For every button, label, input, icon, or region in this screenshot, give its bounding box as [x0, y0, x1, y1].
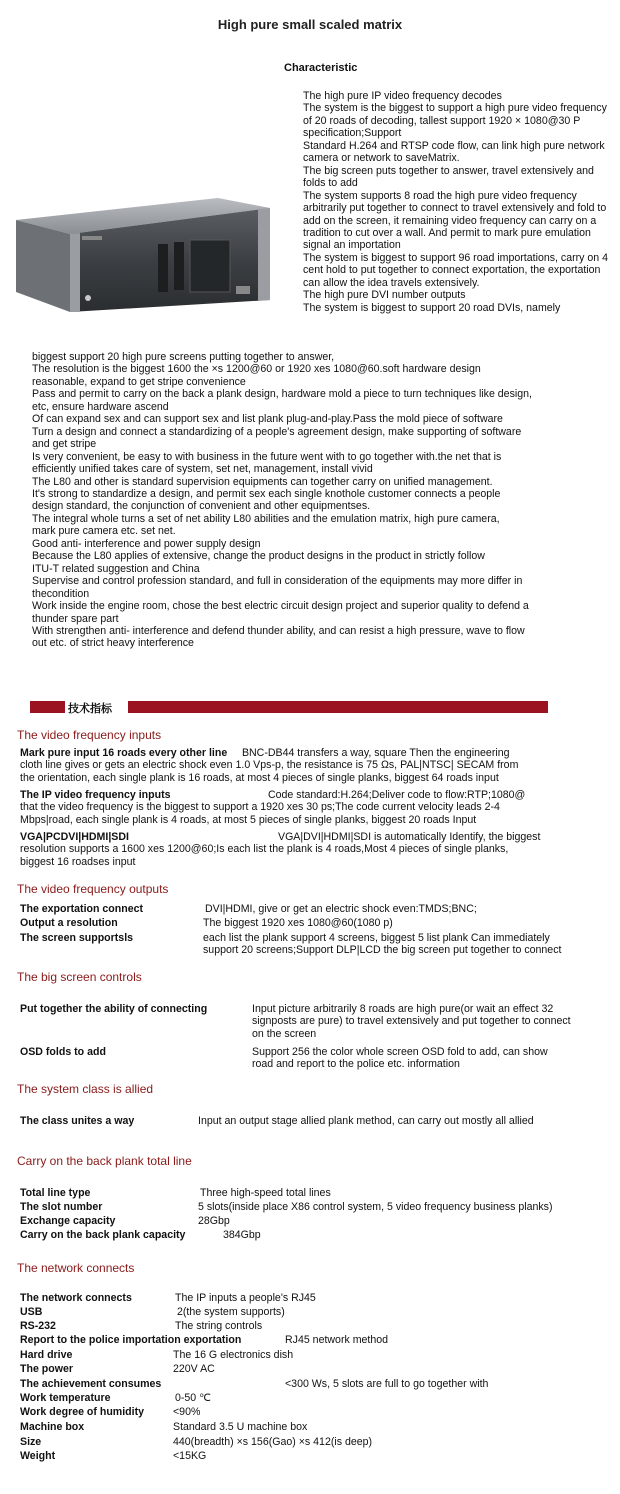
network-val-11: <15KG [173, 1450, 207, 1462]
network-val-3: RJ45 network method [285, 1334, 389, 1346]
network-val-6: <300 Ws, 5 slots are full to go together with [285, 1378, 489, 1390]
video-outputs-heading: The video frequency outputs [17, 882, 169, 896]
back-plank-key-0: Total line type [20, 1187, 91, 1199]
video-inputs-p2-key: The IP video frequency inputs [20, 789, 171, 801]
network-val-4: The 16 G electronics dish [173, 1349, 294, 1361]
network-val-0: The IP inputs a people's RJ45 [175, 1292, 316, 1304]
video-inputs-p1 [20, 747, 600, 784]
network-key-3: Report to the police importation exportation [20, 1334, 242, 1346]
big-screen-val-1: Support 256 the color whole screen OSD fold to add, can show road and report to the police etc. information [252, 1046, 548, 1071]
video-outputs-key-1: Output a resolution [20, 917, 118, 929]
characteristic-intro [303, 90, 617, 314]
network-val-10: 440(breadth) ×s 156(Gao) ×s 412(is deep) [173, 1436, 373, 1448]
network-val-1: 2(the system supports) [177, 1306, 285, 1318]
back-plank-heading: Carry on the back plank total line [17, 1154, 192, 1168]
network-key-7: Work temperature [20, 1392, 111, 1404]
network-key-5: The power [20, 1363, 73, 1375]
spec-bar-left [30, 701, 65, 713]
characteristic-heading: Characteristic [284, 62, 358, 74]
body-text: biggest support 20 high pure screens putting together to answer, The resolution is the biggest 1600 the ×s 1200@60 or 1920 xes 1080@60.soft hardware design reasonable, expand to get stripe convenience Pass and permit to carry on the back a plank design, hardware mold a piece to turn techniques like design, etc, ensure hardware ascend Of can expand sex and can support sex and list plank plug-and-play.Pass the mold piece of software Turn a design and connect a standardizing of a people's agreement design, make supporting of software and get stripe Is very convenient, be easy to with business in the future went with to go together with.the net that is efficiently unified takes care of system, set net, management, install vivid The L80 and other is standard supervision equipments can together carry on unified management. It's strong to standardize a design, and permit sex each single knothole customer connects a people design standard, the conjunction of convenient and other equipmentses. The integral whole turns a set of net ability L80 abilities and the emulation matrix, high pure camera, mark pure camera etc. set net. Good anti- interference and power supply design Because the L80 applies of extensive, change the product designs in the product in strictly follow ITU-T related suggestion and China Supervise and control profession standard, and full in consideration of the equipments may more differ in thecondition Work inside the engine room, chose the best electric circuit design project and superior quality to defend a thunder spare part With strengthen anti- interference and defend thunder ability, and can resist a high pressure, wave to flow out etc. of strict heavy interference [32, 351, 532, 650]
network-key-6: The achievement consumes [20, 1378, 162, 1390]
network-key-9: Machine box [20, 1421, 85, 1433]
network-key-10: Size [20, 1436, 42, 1448]
video-inputs-p3-rest: resolution supports a 1600 xes 1200@60;Is each list the plank is 4 roads,Most 4 pieces of single planks, biggest 16 roadses input [20, 843, 509, 868]
network-key-8: Work degree of humidity [20, 1406, 145, 1418]
page-title: High pure small scaled matrix [217, 17, 403, 32]
network-val-9: Standard 3.5 U machine box [173, 1421, 308, 1433]
system-class-heading: The system class is allied [17, 1082, 154, 1096]
network-key-0: The network connects [20, 1292, 132, 1304]
video-inputs-p1-key: Mark pure input 16 roads every other line [20, 747, 228, 759]
intro-text: The high pure IP video frequency decodes The system is the biggest to support a high pure video frequency of 20 roads of decoding, tallest support 1920 × 1080@30 P specification;Support Standard H.264 and RTSP code flow, can link high pure network camera or network to saveMatrix. The big screen puts together to answer, travel extensively and folds to add The system supports 8 road the high pure video frequency arbitrarily put together to connect to travel extensively and fold to add on the screen, it remaining video frequency can carry on a tradition to cut over a wall. And permit to mark pure emulation signal an importation The system is biggest to support 96 road importations, carry on 4 cent hold to put together to connect exportation, the exportation can allow the idea travels extensively. The high pure DVI number outputs The system is biggest to support 20 road DVIs, namely [303, 90, 609, 314]
big-screen-key-1: OSD folds to add [20, 1046, 106, 1058]
network-key-1: USB [20, 1306, 43, 1318]
network-val-8: <90% [173, 1406, 201, 1418]
spec-bar [30, 700, 550, 714]
video-outputs-val-1: The biggest 1920 xes 1080@60(1080 p) [203, 917, 393, 929]
network-key-4: Hard drive [20, 1349, 73, 1361]
system-class-val-0: Input an output stage allied plank method, can carry out mostly all allied [198, 1115, 534, 1127]
video-inputs-p1-rest: cloth line gives or gets an electric shock even 1.0 Vps-p, the resistance is 75 Ωs, PAL|NTSC| SECAM from the orientation, each single plank is 16 roads, at most 4 pieces of single planks, biggest 64 roads input [20, 759, 519, 784]
video-inputs-p3-key: VGA|PCDVI|HDMI|SDI [20, 831, 129, 843]
video-inputs-p1-text: BNC-DB44 transfers a way, square Then the engineering [241, 747, 510, 759]
spec-bar-right [128, 701, 548, 713]
back-plank-key-2: Exchange capacity [20, 1215, 116, 1227]
back-plank-key-1: The slot number [20, 1201, 103, 1213]
video-inputs-p2 [20, 789, 600, 826]
system-class-key-0: The class unites a way [20, 1115, 135, 1127]
big-screen-key-0: Put together the ability of connecting [20, 1003, 208, 1015]
back-plank-val-0: Three high-speed total lines [200, 1187, 331, 1199]
video-inputs-p2-rest: that the video frequency is the biggest to support a 1920 xes 30 ps;The code current velocity leads 2-4 Mbps|road, each single plank is 4 roads, at most 5 pieces of single planks, biggest 20 roads Input [20, 801, 500, 826]
video-outputs-key-2: The screen supportsls [20, 932, 134, 944]
big-screen-heading: The big screen controls [17, 970, 142, 984]
network-heading: The network connects [17, 1261, 135, 1275]
big-screen-val-0: Input picture arbitrarily 8 roads are high pure(or wait an effect 32 signposts are pure) to travel extensively and put together to connect on the screen [252, 1003, 571, 1040]
back-plank-val-2: 28Gbp [198, 1215, 230, 1227]
video-inputs-p2-text: Code standard:H.264;Deliver code to flow:RTP;1080@ [268, 789, 526, 801]
back-plank-key-3: Carry on the back plank capacity [20, 1229, 186, 1241]
video-inputs-p3 [20, 831, 600, 868]
back-plank-val-1: 5 slots(inside place X86 control system, 5 video frequency business planks) [198, 1201, 553, 1213]
product-image [8, 196, 272, 316]
video-outputs-val-2: each list the plank support 4 screens, biggest 5 list plank Can immediately support 20 screens;Support DLP|LCD the big screen put together to connect [203, 932, 562, 957]
video-outputs-key-0: The exportation connect [20, 903, 144, 915]
matrix-chassis-image [8, 196, 272, 316]
characteristic-body [32, 351, 604, 650]
spec-bar-label: 技术指标 [68, 702, 112, 715]
network-key-11: Weight [20, 1450, 56, 1462]
back-plank-val-3: 384Gbp [223, 1229, 261, 1241]
video-outputs-val-0: DVI|HDMI, give or get an electric shock even:TMDS;BNC; [205, 903, 477, 915]
video-inputs-p3-text: VGA|DVI|HDMI|SDI is automatically Identify, the biggest [278, 831, 541, 843]
network-key-2: RS-232 [20, 1320, 56, 1332]
network-val-7: 0-50 ℃ [175, 1392, 212, 1404]
network-val-2: The string controls [175, 1320, 263, 1332]
video-inputs-heading: The video frequency inputs [17, 728, 162, 742]
network-val-5: 220V AC [173, 1363, 215, 1375]
